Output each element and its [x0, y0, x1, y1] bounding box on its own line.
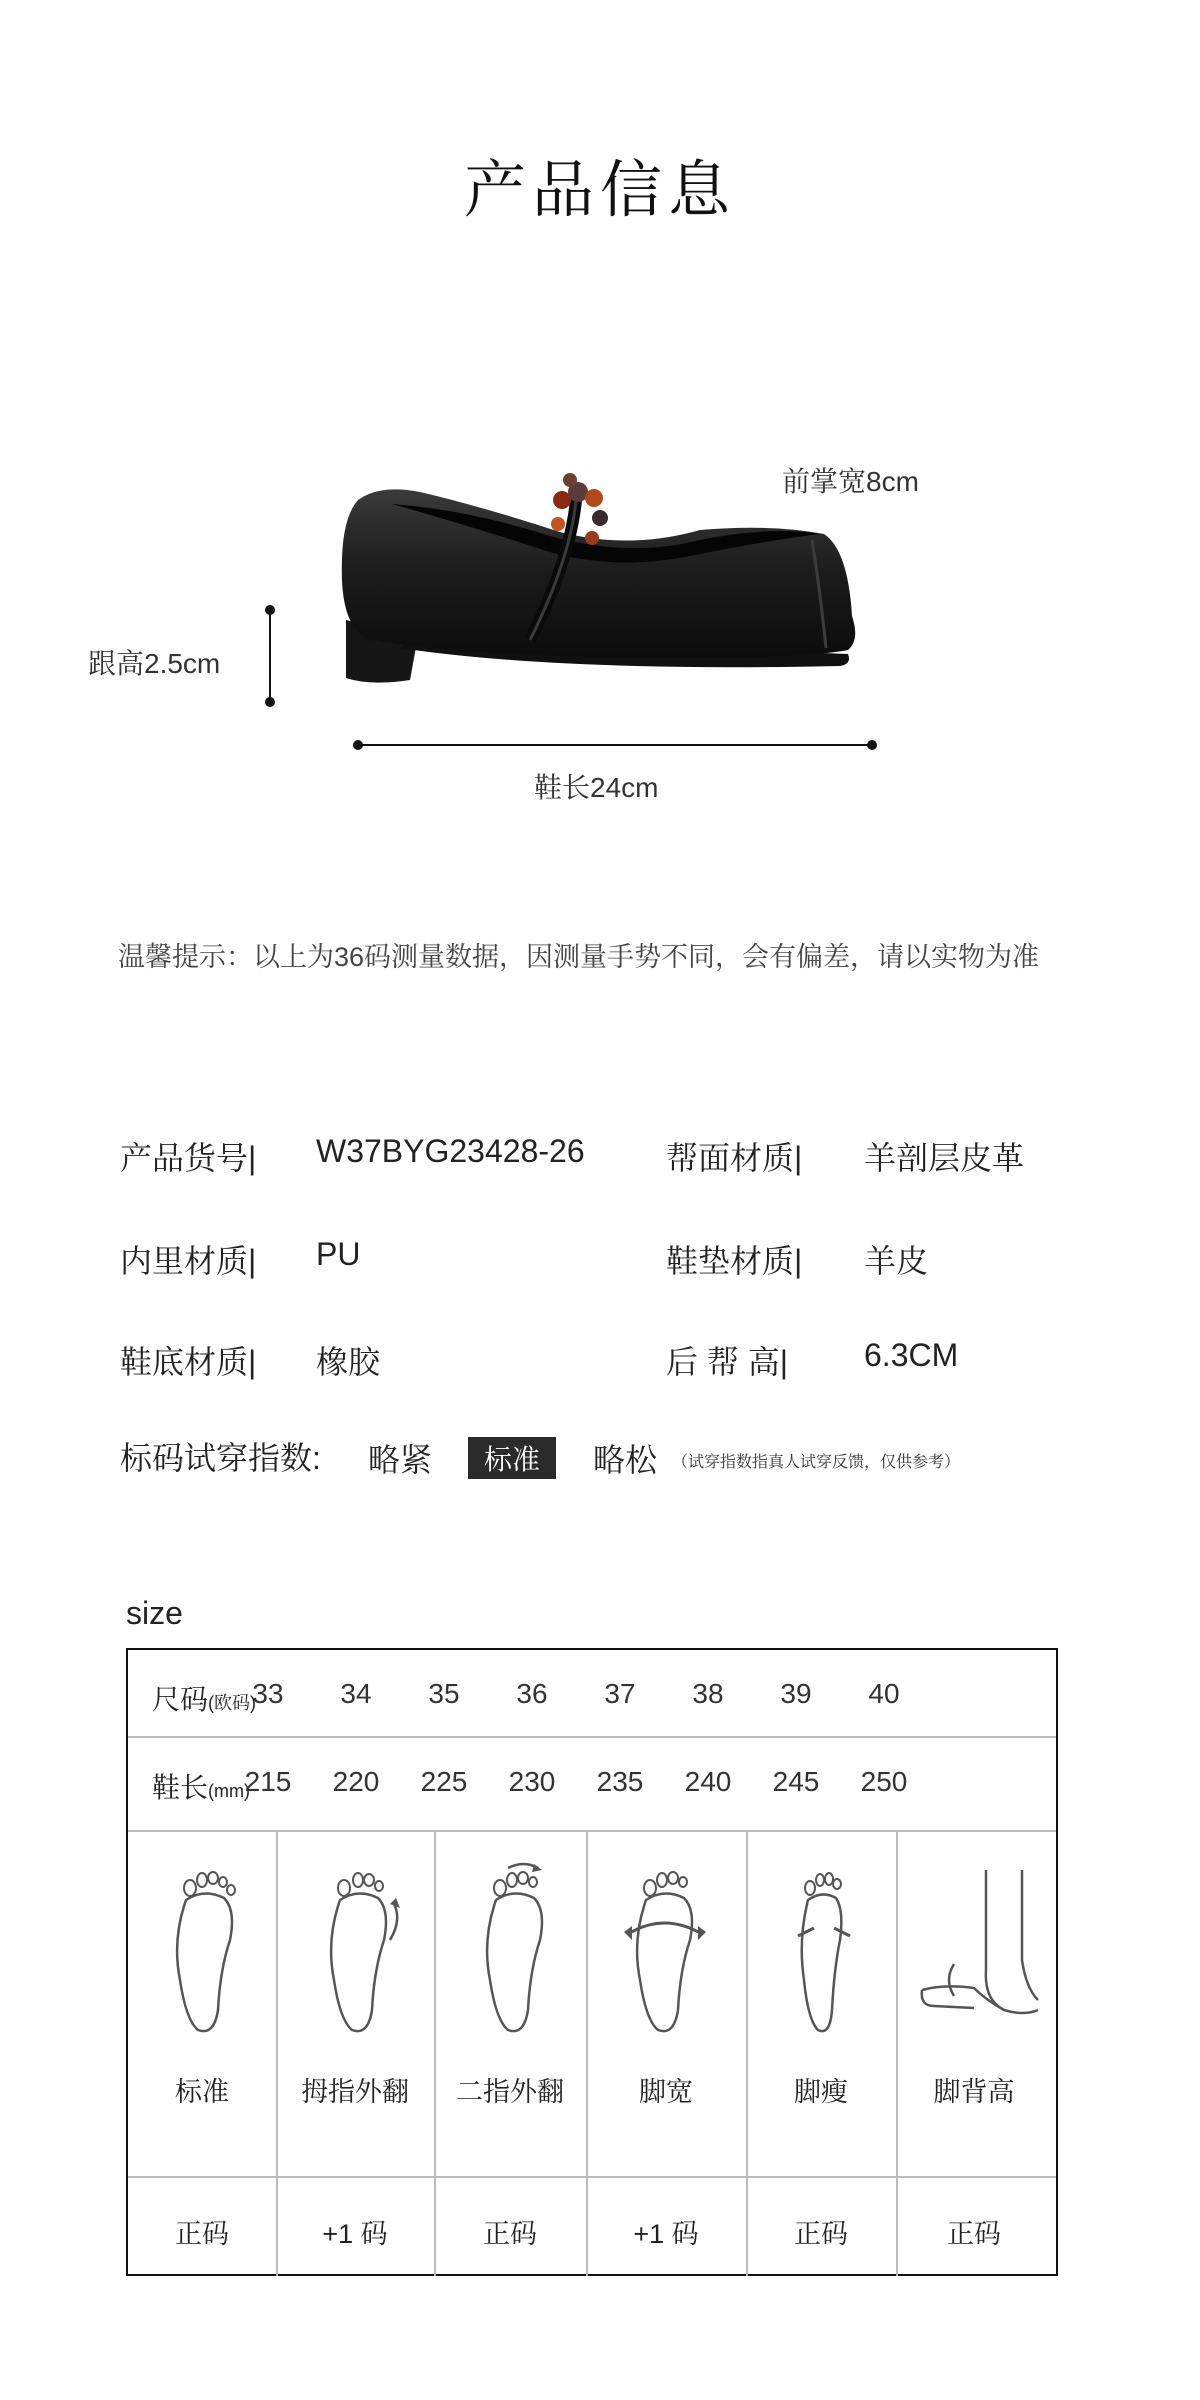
length-cell: 245: [772, 1766, 820, 1797]
length-unit-text: (mm): [208, 1781, 250, 1801]
foot-advice-cell: 正码: [794, 2219, 848, 2249]
size-cell: 38: [692, 1678, 724, 1709]
length-cell: 230: [508, 1766, 556, 1797]
table-divider: [586, 1830, 588, 2276]
spec-label-heel-counter: 后 帮 高|: [666, 1344, 789, 1380]
fit-index-note: （试穿指数指真人试穿反馈，仅供参考）: [672, 1454, 961, 1471]
length-cell: 250: [860, 1766, 908, 1797]
spec-value-heel-counter: 6.3CM: [864, 1337, 959, 1373]
spec-value-sku: W37BYG23428-26: [316, 1133, 585, 1169]
size-unit-text: (欧码): [208, 1693, 257, 1713]
size-cell: 35: [428, 1678, 460, 1709]
shoe-length-line: [350, 737, 880, 753]
spec-value-lining: PU: [316, 1236, 361, 1272]
shoe-length-label: 鞋长24cm: [534, 772, 659, 803]
length-cell: 215: [244, 1766, 292, 1797]
foot-type-label: 二指外翻: [456, 2077, 564, 2107]
foot-type-label: 脚瘦: [794, 2077, 848, 2107]
spec-label-upper: 帮面材质|: [666, 1140, 803, 1176]
foot-type-label: 标准: [175, 2077, 229, 2107]
fit-option-loose: 略松: [593, 1442, 658, 1478]
size-cell: 37: [604, 1678, 636, 1709]
table-divider: [746, 1830, 748, 2276]
foot-advice-cell: +1 码: [633, 2219, 699, 2249]
table-divider: [276, 1830, 278, 2276]
size-cell: 34: [340, 1678, 372, 1709]
spec-value-insole: 羊皮: [864, 1243, 929, 1279]
size-section-title: size: [126, 1595, 183, 1631]
standard-foot-icon: [158, 1860, 248, 2040]
page-title: 产品信息: [463, 156, 736, 225]
length-cell: 235: [596, 1766, 644, 1797]
fit-option-tight: 略紧: [368, 1442, 433, 1478]
length-cell: 225: [420, 1766, 468, 1797]
table-divider: [434, 1830, 436, 2276]
spec-value-outsole: 橡胶: [316, 1344, 381, 1380]
table-divider: [128, 2176, 1056, 2178]
table-divider: [128, 1830, 1056, 1832]
spec-label-outsole: 鞋底材质|: [120, 1344, 257, 1380]
measurement-tip: 温馨提示：以上为36码测量数据，因测量手势不同，会有偏差，请以实物为准: [118, 942, 1040, 972]
narrow-foot-icon: [776, 1860, 876, 2040]
spec-label-sku: 产品货号|: [120, 1140, 257, 1176]
table-divider: [128, 1736, 1056, 1738]
table-divider: [896, 1830, 898, 2276]
length-label-text: 鞋长: [152, 1772, 209, 1803]
foot-type-label: 脚背高: [933, 2077, 1015, 2107]
wide-foot-icon: [618, 1860, 718, 2040]
bunion-foot-icon: [312, 1860, 412, 2040]
size-label-text: 尺码: [152, 1684, 209, 1715]
spec-value-upper: 羊剖层皮革: [864, 1140, 1025, 1176]
shoe-image: [300, 440, 860, 700]
spec-label-insole: 鞋垫材质|: [666, 1243, 803, 1279]
spec-label-lining: 内里材质|: [120, 1243, 257, 1279]
foot-type-label: 拇指外翻: [301, 2077, 409, 2107]
heel-height-label: 跟高2.5cm: [88, 648, 221, 679]
fit-option-standard-selected: 标准: [468, 1437, 556, 1479]
forefoot-width-label: 前掌宽8cm: [782, 466, 919, 497]
foot-type-label: 脚宽: [639, 2077, 693, 2107]
foot-advice-cell: 正码: [947, 2219, 1001, 2249]
size-cell: 40: [868, 1678, 900, 1709]
length-cell: 240: [684, 1766, 732, 1797]
heel-height-line: [262, 604, 278, 708]
foot-advice-cell: 正码: [175, 2219, 229, 2249]
foot-advice-cell: +1 码: [322, 2219, 388, 2249]
size-cell: 33: [252, 1678, 284, 1709]
size-cell: 36: [516, 1678, 548, 1709]
size-table: [126, 1648, 1058, 2276]
high-instep-foot-icon: [914, 1860, 1044, 2040]
foot-advice-cell: 正码: [483, 2219, 537, 2249]
size-cell: 39: [780, 1678, 812, 1709]
length-cell: 220: [332, 1766, 380, 1797]
fit-index-label: 标码试穿指数:: [120, 1440, 321, 1476]
second-toe-foot-icon: [468, 1860, 568, 2040]
